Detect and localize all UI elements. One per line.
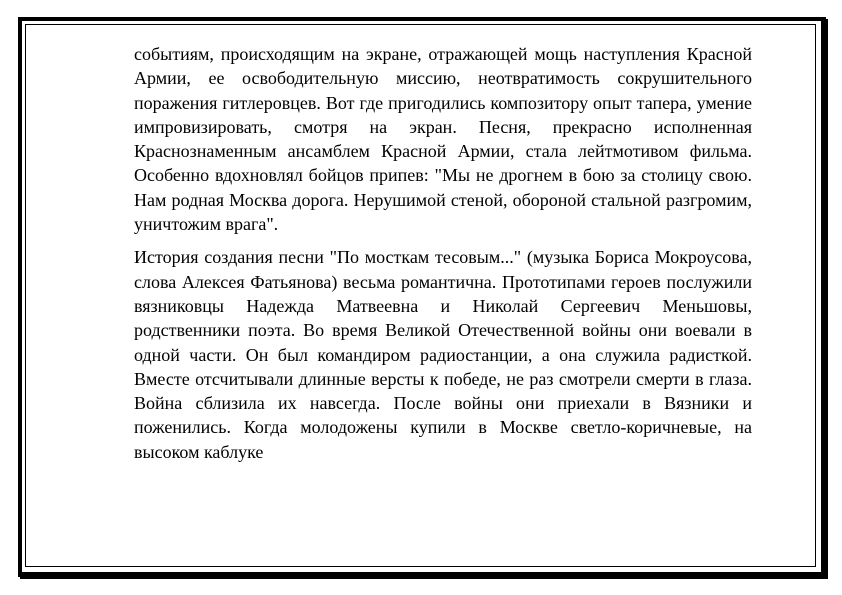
paragraph-2: История создания песни "По мосткам тесовым..." (музыка Бориса Мокроусова, слова Алексея Фатьянова) весьма романтична. Прототипами героев послужили вязниковцы Надежда Матвеевна и Николай Сергеевич Меньшовы, родственники поэта. Во время Великой Отечественной войны они воевали в одной части. Он был командиром радиостанции, а она служила радисткой. Вместе отсчитывали длинные версты к победе, не раз смотрели смерти в глаза. Война сблизила их навсегда. После войны они приехали в Вязники и поженились. Когда молодожены купили в Москве светло-коричневые, на высоком каблуке (134, 247, 752, 462)
paragraph-1: событиям, происходящим на экране, отражающей мощь наступления Красной Армии, ее освободительную миссию, неотвратимость сокрушительного поражения гитлеровцев. Вот где пригодились композитору опыт тапера, умение импровизировать, смотря на экран. Песня, прекрасно исполненная Краснознаменным ансамблем Красной Армии, стала лейтмотивом фильма. Особенно вдохновлял бойцов припев: "Мы не дрогнем в бою за столицу свою. Нам родная Москва дорога. Нерушимой стеной, обороной стальной разгромим, уничтожим врага". (134, 44, 752, 235)
text-body (134, 42, 752, 464)
